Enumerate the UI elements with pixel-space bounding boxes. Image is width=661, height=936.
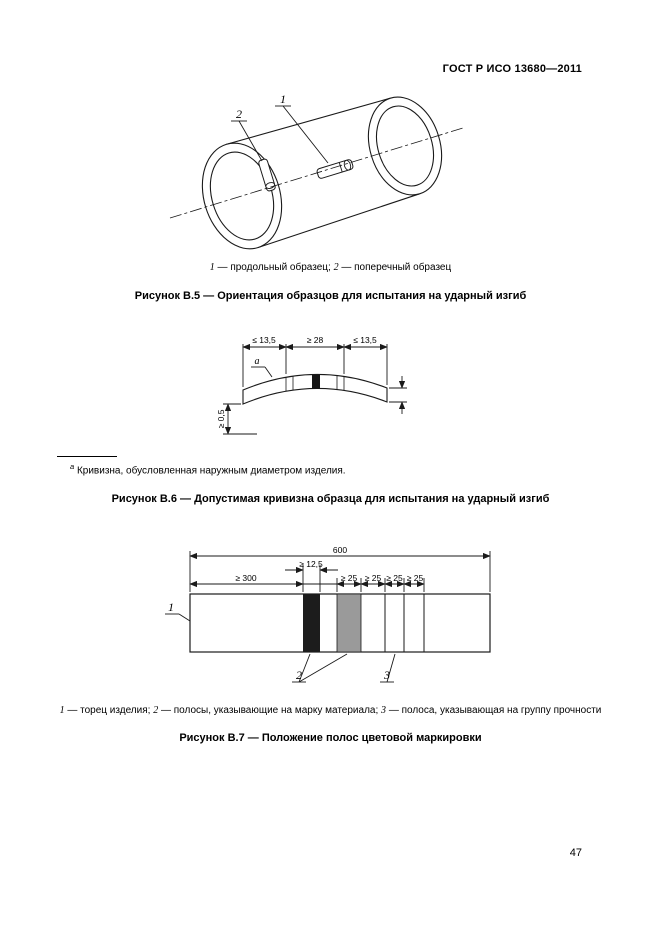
dim-left-offset: ≥ 300 [235, 573, 257, 583]
dim-25: ≥ 25 [340, 573, 358, 583]
figure-b6-caption: Рисунок В.6 — Допустимая кривизна образца для испытания на ударный изгиб [111, 493, 550, 505]
callout-2: 2 [236, 107, 242, 121]
center-band [312, 375, 320, 389]
figure-b7-caption: Рисунок В.7 — Положение полос цветовой маркировки [179, 732, 482, 744]
figure-b6-drawing [215, 330, 420, 458]
callout-1: 1 [168, 600, 174, 614]
callout-3: 3 [384, 668, 390, 682]
sagitta-dimension [223, 404, 257, 434]
figure-b6-footnote [70, 462, 346, 476]
figure-b7-legend [0, 705, 661, 716]
figure-b5-legend [0, 262, 661, 273]
dim-25: ≥ 25 [364, 573, 382, 583]
dim-left: ≤ 13,5 [252, 335, 276, 345]
dimension-lines [190, 551, 490, 592]
page-number: 47 [569, 847, 582, 859]
dim-25: ≥ 25 [406, 573, 424, 583]
legend-text: — поперечный образец [338, 262, 452, 273]
gray-stripe [337, 594, 361, 652]
black-stripe [303, 594, 320, 652]
footnote-ref: а [70, 462, 75, 471]
doc-header: ГОСТ Р ИСО 13680—2011 [442, 63, 582, 75]
legend-num: 3 [381, 705, 387, 716]
callout-1: 1 [280, 92, 286, 106]
dim-black-stripe: ≥ 12,5 [299, 559, 323, 569]
legend-text: — полоса, указывающая на группу прочности [386, 705, 602, 716]
figure-b5-drawing [150, 85, 490, 270]
figure-b7-drawing [160, 542, 530, 702]
dim-vertical: ≥ 0,5 [216, 409, 226, 429]
dim-25: ≥ 25 [386, 573, 403, 583]
dim-total: 600 [332, 545, 348, 555]
legend-num: 1 [59, 705, 65, 716]
legend-num: 1 [209, 262, 215, 273]
surface-note-ref: а [254, 356, 260, 367]
callout-2: 2 [296, 668, 302, 682]
legend-num: 2 [153, 705, 159, 716]
longitudinal-specimen [316, 159, 353, 179]
dim-mid: ≥ 28 [306, 335, 324, 345]
legend-num: 2 [333, 262, 339, 273]
legend-text: — продольный образец; [214, 262, 334, 273]
note-leader [251, 367, 272, 377]
dim-right: ≤ 13,5 [353, 335, 377, 345]
legend-text: — торец изделия; [64, 705, 154, 716]
curved-specimen [243, 374, 387, 404]
footnote-rule [57, 456, 117, 457]
thickness-dimension [389, 376, 407, 414]
footnote-text: Кривизна, обусловленная наружным диаметром изделия. [74, 465, 346, 477]
figure-b5-caption: Рисунок В.5 — Ориентация образцов для испытания на ударный изгиб [134, 290, 527, 302]
legend-text: — полосы, указывающие на марку материала; [158, 705, 382, 716]
